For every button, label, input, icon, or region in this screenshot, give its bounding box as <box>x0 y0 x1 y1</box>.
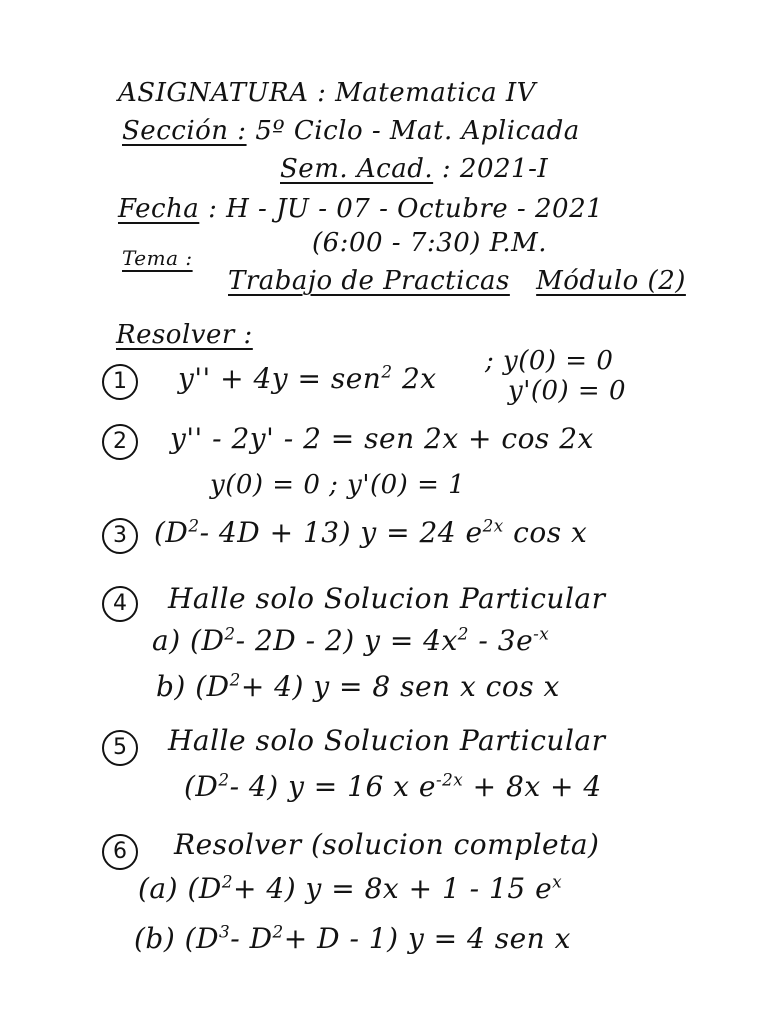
fecha-value: : H - JU - 07 - Octubre - 2021 <box>208 194 604 224</box>
fecha-label: Fecha <box>118 194 200 224</box>
problem-6-number: 6 <box>102 834 138 870</box>
problem-1-condition-2: y'(0) = 0 <box>508 376 627 406</box>
semestre-line <box>280 154 548 184</box>
problem-4-part-a: a) ($D^2-$ 2D - 2) $y = 4x^2 - 3e^{-x}$ <box>152 623 550 657</box>
problem-6-title: Resolver (solucion completa) <box>174 828 600 861</box>
problem-1-equation: y'' + 4y = sen$^2$ 2x <box>178 361 437 395</box>
problem-5-number: 5 <box>102 730 138 766</box>
problem-4-number: 4 <box>102 586 138 622</box>
section-title: Resolver : <box>116 320 253 350</box>
problem-4-part-b: b) $(D^2+ 4) y = 8$ sen x cos x <box>156 669 560 703</box>
problem-5-title: Halle solo Solucion Particular <box>168 724 606 757</box>
problem-6-part-b: (b) ($D^3-$ $D^2+ D - 1$) y = 4 sen x <box>134 921 571 955</box>
asignatura-line <box>118 78 536 108</box>
modulo-label: Módulo (2) <box>536 266 686 296</box>
asignatura-value: Matematica IV <box>335 78 536 108</box>
problem-5-equation: ($D^2-$ 4) y = 16 x $e^{-2x} + 8x + 4$ <box>184 769 602 803</box>
problem-3-number: 3 <box>102 518 138 554</box>
semestre-label: Sem. Acad. <box>280 154 434 184</box>
tema-line <box>228 266 686 296</box>
horario: (6:00 - 7:30) P.M. <box>312 228 548 258</box>
seccion-value: 5º Ciclo - Mat. Aplicada <box>255 116 580 146</box>
seccion-line <box>122 116 580 146</box>
problem-4-title: Halle solo Solucion Particular <box>168 582 606 615</box>
problem-3-equation: ($D^2-$ 4D + 13) y = 24 $e^{2x}$ cos x <box>154 515 588 549</box>
problem-2-conditions: y(0) = 0 ; y'(0) = 1 <box>210 470 466 500</box>
problem-1-condition-1: ; y(0) = 0 <box>485 346 614 376</box>
problem-2-equation: y'' - 2y' - 2 = sen 2x + cos 2x <box>170 422 594 455</box>
problem-6-part-a: (a) $(D^2+ 4) y = 8x + 1 - 15$ $e^x$ <box>138 871 563 905</box>
notebook-page <box>80 50 692 962</box>
semestre-value: : 2021-I <box>441 154 549 184</box>
tema-value: Trabajo de Practicas <box>228 266 510 296</box>
asignatura-label: ASIGNATURA : <box>118 78 327 108</box>
problem-2-number: 2 <box>102 424 138 460</box>
fecha-line <box>118 194 603 224</box>
seccion-label: Sección : <box>122 116 247 146</box>
problem-1-number: 1 <box>102 364 138 400</box>
tema-label: Tema : <box>122 246 193 270</box>
